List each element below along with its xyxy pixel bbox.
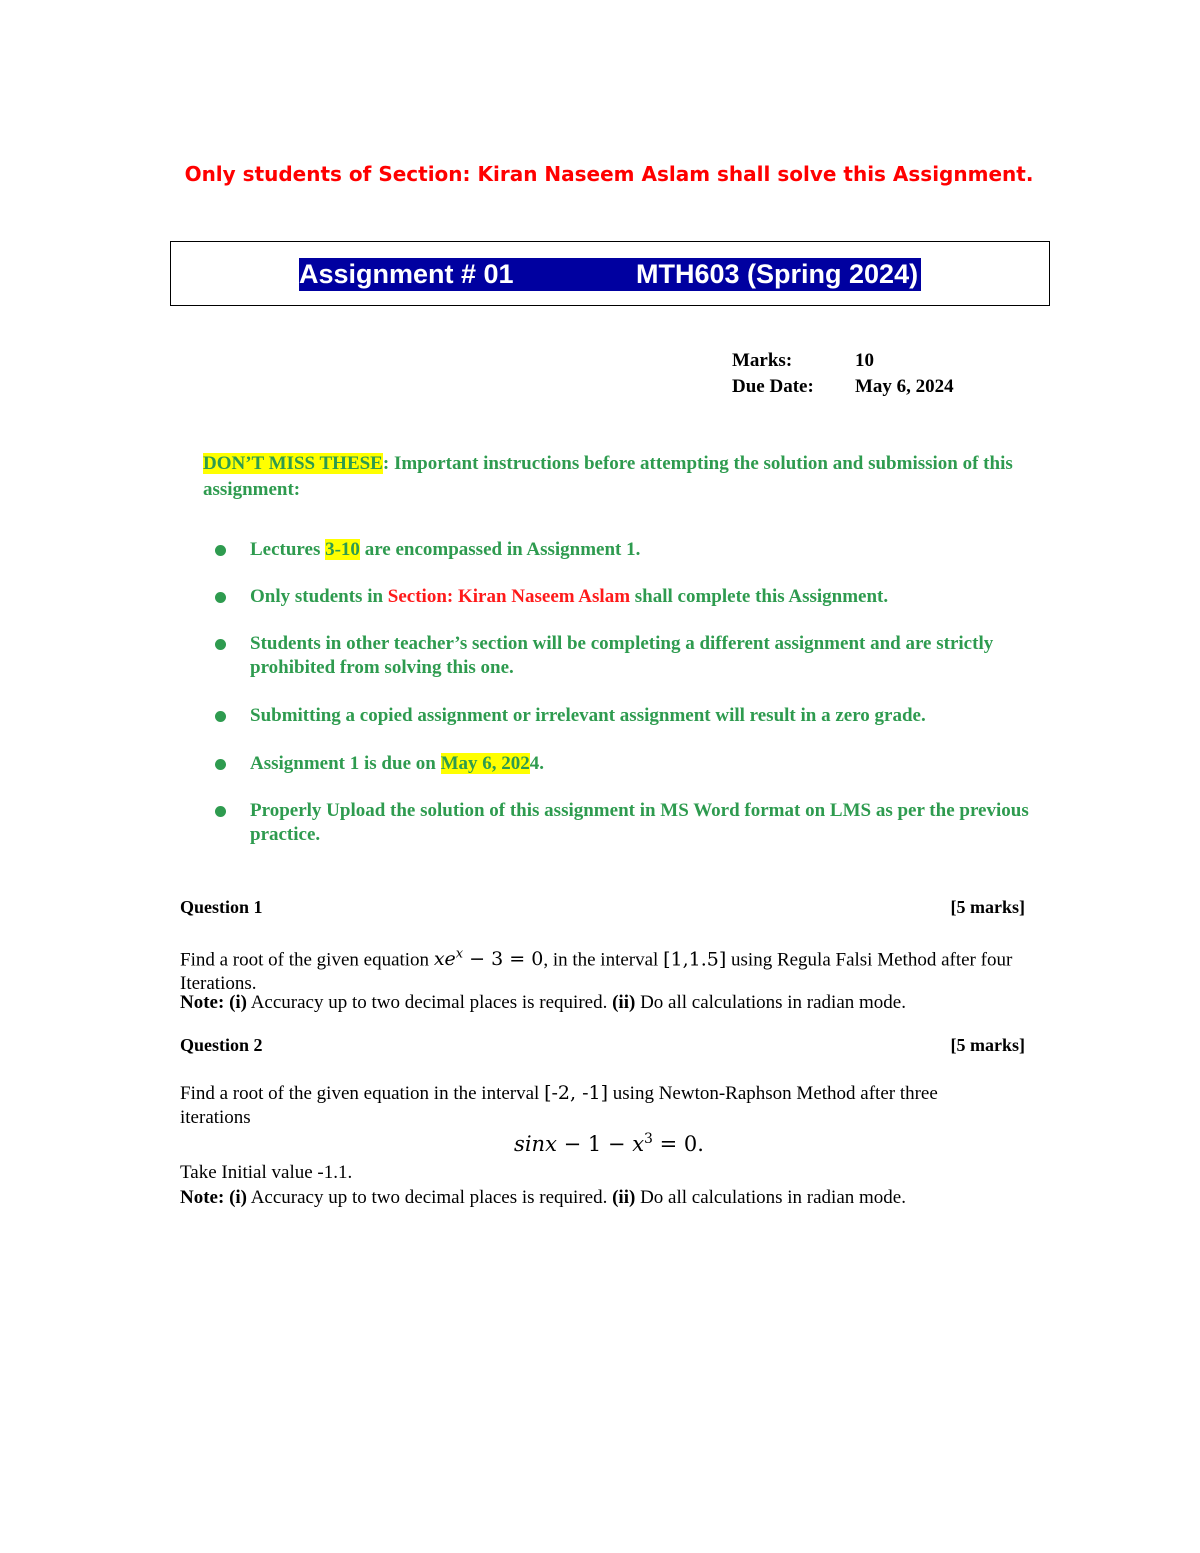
- question-2-equation: $\sin x - 1 - x^3 = 0$.: [514, 1131, 704, 1156]
- question-marks: [5 marks]: [950, 1035, 1025, 1055]
- instructions-text: : Important instructions before attempting the solution and submission of this assignment:: [203, 453, 1013, 500]
- instruction-text: Properly Upload the solution of this assignment in MS Word format on LMS as per the previous practice.: [250, 800, 1029, 845]
- instruction-text: shall complete this Assignment.: [630, 586, 889, 607]
- question-text: Find a root of the given equation: [180, 949, 434, 971]
- section-name: Section: Kiran Naseem Aslam: [387, 586, 631, 607]
- due-date-value: May 6, 2024: [855, 376, 954, 397]
- question-1-text: [180, 943, 1050, 996]
- question-1-note: Note: (i) Accuracy up to two decimal places is required. (ii) Do all calculations in radian mode.: [180, 992, 906, 1013]
- instruction-item: [203, 704, 1043, 728]
- instruction-item: [203, 538, 1043, 562]
- instruction-text: 4.: [529, 753, 545, 774]
- instructions-highlight: DON’T MISS THESE: [203, 453, 383, 474]
- instruction-text: Submitting a copied assignment or irrelevant assignment will result in a zero grade.: [250, 705, 926, 726]
- due-date-highlight: May 6, 202: [440, 753, 530, 774]
- interval: [-2, -1]: [544, 1082, 609, 1104]
- instructions-list: [203, 538, 1043, 847]
- lecture-range: 3-10: [325, 539, 360, 560]
- question-title: Question 2: [180, 1035, 263, 1055]
- interval: [1,1.5]: [663, 948, 727, 971]
- question-2-note: Note: (i) Accuracy up to two decimal places is required. (ii) Do all calculations in radian mode.: [180, 1187, 906, 1208]
- instruction-item: [203, 752, 1043, 776]
- instruction-text: Only students in: [250, 586, 388, 607]
- instruction-text: are encompassed in Assignment 1.: [359, 539, 641, 560]
- bullet-icon: [215, 545, 226, 556]
- bullet-icon: [215, 592, 226, 603]
- bullet-icon: [215, 711, 226, 722]
- question-1-heading: [180, 897, 1025, 918]
- assignment-title: Assignment # 01: [299, 259, 514, 289]
- course-title: MTH603 (Spring 2024): [636, 259, 919, 289]
- question-2-heading: [180, 1035, 1025, 1056]
- instruction-text: Assignment 1 is due on: [250, 753, 441, 774]
- instruction-item: [203, 632, 1043, 680]
- question-marks: [5 marks]: [950, 897, 1025, 917]
- equation: $xe^x - 3 = 0$: [433, 947, 544, 971]
- bullet-icon: [215, 759, 226, 770]
- question-text: using Newton-Raphson Method after three iterations: [180, 1083, 938, 1128]
- instruction-item: [203, 585, 1043, 609]
- bullet-icon: [215, 639, 226, 650]
- question-text: , in the interval: [543, 949, 664, 971]
- question-text: using Regula Falsi Method after four Iterations.: [180, 949, 1013, 995]
- section-notice: Only students of Section: Kiran Naseem Aslam shall solve this Assignment.: [184, 162, 1034, 186]
- initial-value: Take Initial value -1.1.: [180, 1162, 353, 1183]
- instruction-text: Lectures: [250, 539, 326, 560]
- question-2-text: [180, 1081, 1010, 1130]
- title-box: [170, 241, 1050, 306]
- bullet-icon: [215, 806, 226, 817]
- instruction-item: [203, 799, 1043, 847]
- marks-label: Marks:: [732, 350, 793, 371]
- instruction-text: Students in other teacher’s section will be completing a different assignment and are strictly prohibited from solving this one.: [250, 633, 994, 678]
- due-date-label: Due Date:: [732, 376, 814, 397]
- marks-value: 10: [855, 350, 874, 371]
- instructions-intro: [203, 451, 1043, 503]
- title-bar: [299, 258, 921, 291]
- question-text: Find a root of the given equation in the interval: [180, 1083, 545, 1104]
- question-title: Question 1: [180, 897, 263, 917]
